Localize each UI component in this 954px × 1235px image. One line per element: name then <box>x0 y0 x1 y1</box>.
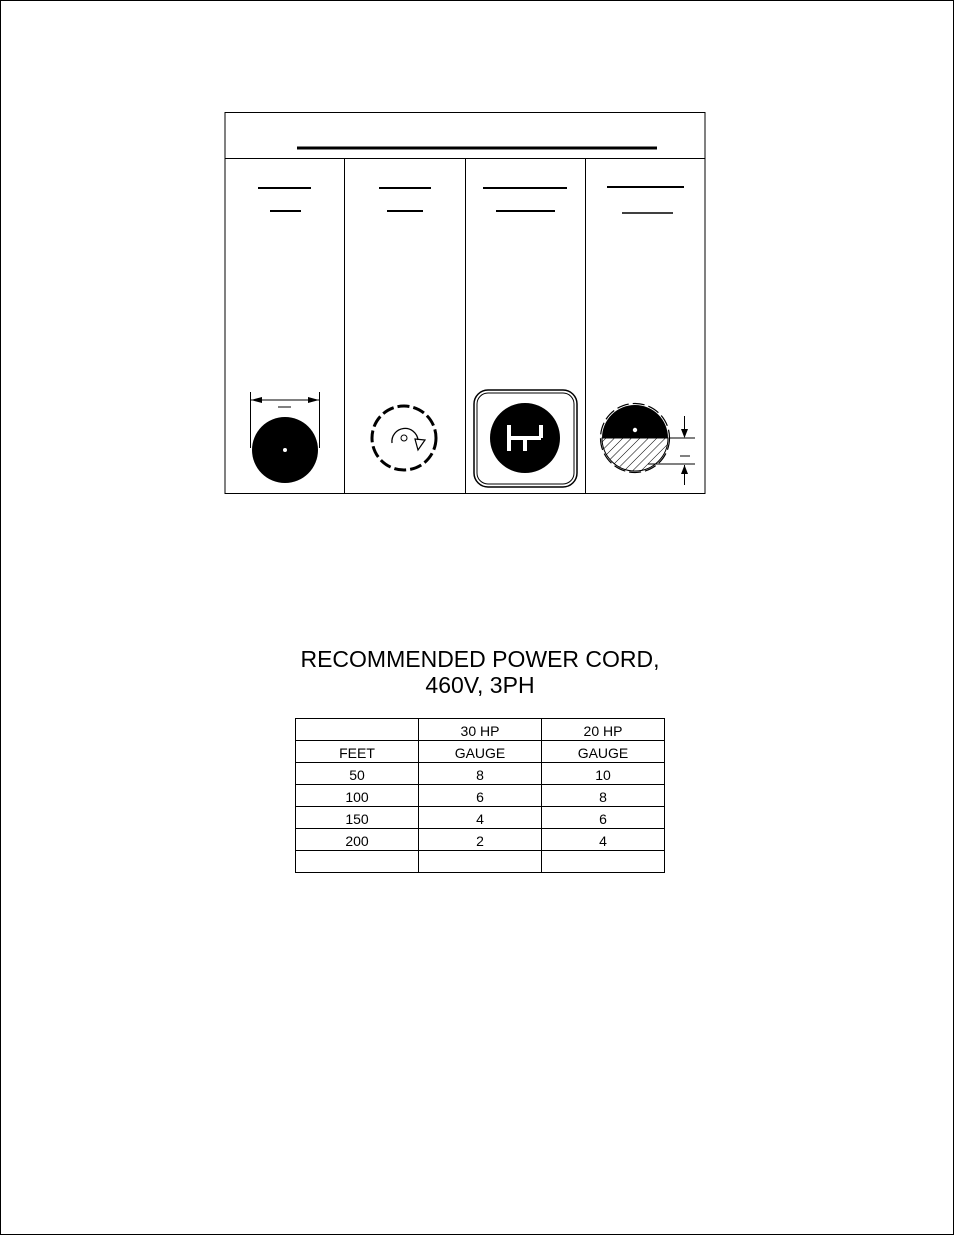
blade-spec-diagram <box>0 0 954 600</box>
column-header-rules <box>258 187 684 213</box>
table-cell <box>419 851 542 873</box>
table-cell <box>542 851 665 873</box>
table-row <box>296 851 665 873</box>
table-row <box>296 807 665 829</box>
cutting-depth-icon <box>601 404 696 486</box>
table-cell <box>296 719 419 741</box>
table-cell: FEET <box>296 741 419 763</box>
table-row <box>296 763 665 785</box>
table-cell: 50 <box>296 763 419 785</box>
table-cell: 30 HP <box>419 719 542 741</box>
table-header-row <box>296 719 665 741</box>
shift-pattern-icon <box>474 390 577 487</box>
table-cell: 20 HP <box>542 719 665 741</box>
table-cell: 150 <box>296 807 419 829</box>
power-cord-table <box>295 718 665 873</box>
table-cell: 200 <box>296 829 419 851</box>
blade-rotation-icon <box>372 406 436 470</box>
table-cell: GAUGE <box>542 741 665 763</box>
table-cell: 6 <box>419 785 542 807</box>
title-line-1: RECOMMENDED POWER CORD, <box>300 646 660 672</box>
table-header-row <box>296 741 665 763</box>
table-cell: 4 <box>542 829 665 851</box>
table-cell: 100 <box>296 785 419 807</box>
table-cell: GAUGE <box>419 741 542 763</box>
blade-diameter-icon <box>251 392 320 485</box>
table-cell: 8 <box>419 763 542 785</box>
table-row <box>296 785 665 807</box>
title-line-2: 460V, 3PH <box>425 672 535 698</box>
table-cell: 10 <box>542 763 665 785</box>
table-cell: 4 <box>419 807 542 829</box>
table-cell: 8 <box>542 785 665 807</box>
table-cell: 2 <box>419 829 542 851</box>
table-cell: 6 <box>542 807 665 829</box>
table-row <box>296 829 665 851</box>
table-cell <box>296 851 419 873</box>
power-cord-title <box>200 646 760 698</box>
